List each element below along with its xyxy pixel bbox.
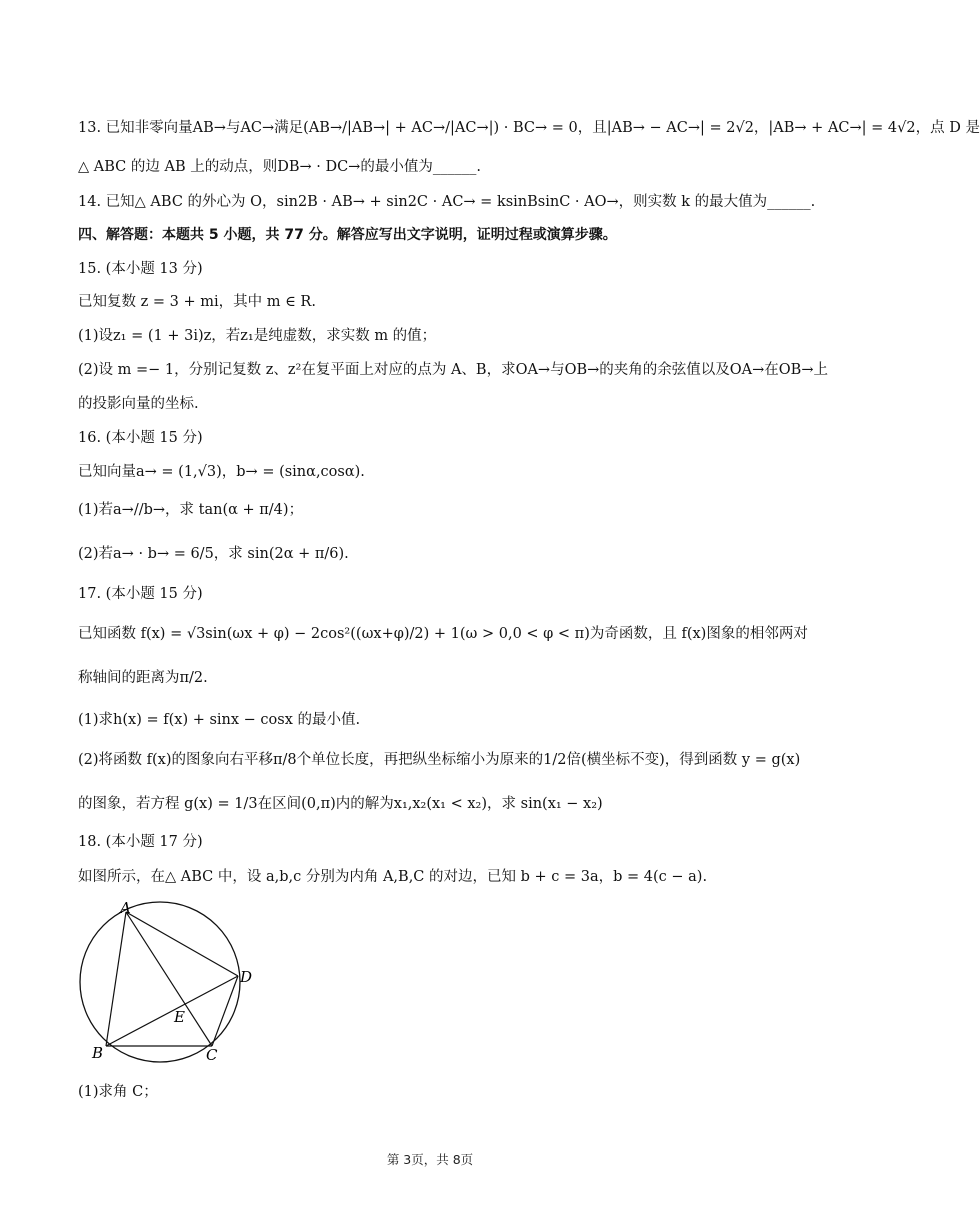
label-e: E (174, 1008, 185, 1026)
label-d: D (240, 968, 253, 986)
q15-part-1: (1)设z₁ = (1 + 3i)z，若z₁是纯虚数，求实数 m 的值； (78, 328, 437, 344)
geometry-figure (70, 898, 270, 1068)
q18-stem: 如图所示，在△ ABC 中，设 a,b,c 分别为内角 A,B,C 的对边，已知 b + c = 3a，b = 4(c − a). (78, 869, 708, 885)
segment-ad (126, 912, 238, 976)
q17-part-2-line-2: 的图象，若方程 g(x) = 1/3在区间(0,π)内的解为x₁,x₂(x₁ < x₂)，求 sin(x₁ − x₂) (78, 796, 603, 812)
q15-part-2-line-2: 的投影向量的坐标. (78, 396, 199, 412)
circumcircle (80, 902, 240, 1062)
segment-ac (126, 912, 212, 1046)
q17-stem-line-1: 已知函数 f(x) = √3sin(ωx + φ) − 2cos²((ωx+φ)/2) + 1(ω > 0,0 < φ < π)为奇函数，且 f(x)图象的相邻两对 (78, 626, 808, 642)
q16-part-2: (2)若a→ · b→ = 6/5，求 sin(2α + π/6). (78, 546, 349, 562)
q17-part-1: (1)求h(x) = f(x) + sinx − cosx 的最小值. (78, 712, 361, 728)
q18-header: 18. (本小题 17 分) (78, 834, 203, 850)
q18-part-1: (1)求角 C； (78, 1084, 158, 1100)
segment-ab (106, 912, 126, 1046)
q15-part-2-line-1: (2)设 m =− 1，分别记复数 z、z²在复平面上对应的点为 A、B，求OA→与OB→的夹角的余弦值以及OA→在OB→上 (78, 362, 828, 378)
segment-bd (106, 976, 238, 1046)
page-footer: 第 3页，共 8页 (386, 1152, 474, 1167)
q13-line-2: △ ABC 的边 AB 上的动点，则DB→ · DC→的最小值为______. (78, 159, 481, 175)
q17-part-2-line-1: (2)将函数 f(x)的图象向右平移π/8个单位长度，再把纵坐标缩小为原来的1/2倍(横坐标不变)，得到函数 y = g(x) (78, 752, 801, 768)
q15-stem: 已知复数 z = 3 + mi，其中 m ∈ R. (78, 294, 316, 310)
label-c: C (206, 1046, 218, 1064)
q15-header: 15. (本小题 13 分) (78, 261, 203, 277)
q13-line-1: 13. 已知非零向量AB→与AC→满足(AB→/|AB→| + AC→/|AC→|) · BC→ = 0，且|AB→ − AC→| = 2√2，|AB→ + AC→| = 4√2，点 D 是 (78, 120, 980, 136)
q14-line: 14. 已知△ ABC 的外心为 O，sin2B · AB→ + sin2C · AC→ = ksinBsinC · AO→，则实数 k 的最大值为______. (78, 194, 816, 210)
q16-part-1: (1)若a→//b→，求 tan(α + π/4)； (78, 502, 304, 518)
q17-header: 17. (本小题 15 分) (78, 586, 203, 602)
q17-stem-line-2: 称轴间的距离为π/2. (78, 670, 208, 686)
label-a: A (120, 899, 131, 917)
q16-stem: 已知向量a→ = (1,√3)，b→ = (sinα,cosα). (78, 464, 365, 480)
q16-header: 16. (本小题 15 分) (78, 430, 203, 446)
section-heading: 四、解答题：本题共 5 小题，共 77 分。解答应写出文字说明，证明过程或演算步骤。 (78, 227, 617, 243)
label-b: B (92, 1044, 104, 1062)
